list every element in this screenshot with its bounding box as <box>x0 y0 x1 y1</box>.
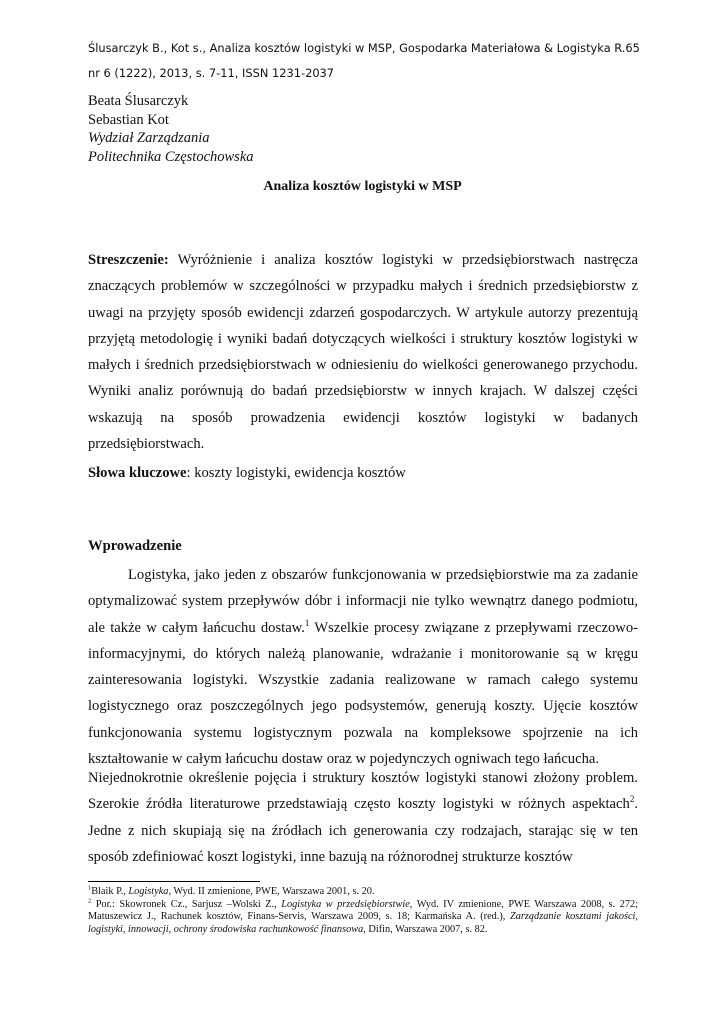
abstract-label: Streszczenie: <box>88 252 169 268</box>
footnote-ref: 2 <box>629 794 635 805</box>
abstract-text: Wyróżnienie i analiza kosztów logistyki w przedsiębiorstwach nastręcza znaczących problemów w szczególności w przypadku małych i średnich przedsiębiorstw z uwagi na przyjęty sposób ewidencji zdarzeń gospodarczych. W artykule autorzy prezentują przyjętą metodologię i wyniki badań dotyczących wielkości i struktury kosztów logistyki w małych i średnich przedsiębiorstwach w odniesieniu do wielkości generowanego przychodu. Wyniki analiz porównują do badań przedsiębiorstw w innych krajach. W dalszej części wskazują na sposób prowadzenia ewidencji kosztów logistyki w badanych przedsiębiorstwach. <box>88 252 638 453</box>
keywords-label: Słowa kluczowe <box>88 465 187 481</box>
footnote-mark: 1 <box>88 884 92 892</box>
footnote-2 <box>88 899 638 937</box>
author-name: Sebastian Kot <box>88 111 169 128</box>
footnote-text: Por.: Skowronek Cz., Sarjusz –Wolski Z., <box>91 898 282 910</box>
keywords-text: : koszty logistyki, ewidencja kosztów <box>186 465 406 481</box>
paper-title: Analiza kosztów logistyki w MSP <box>263 179 462 194</box>
footnote-mark: 2 <box>88 897 92 905</box>
footnote-italic: Logistyka w przedsiębiorstwie <box>281 898 410 910</box>
paragraph-text: Wszelkie procesy związane z przepływami rzeczowo-informacyjnymi, do których należą planowanie, wdrażanie i monitorowanie są w kręgu zainteresowania logistyki. Wszystkie zadania realizowane w ramach całego systemu logistycznego oraz poszczególnych jego podsystemów, generują koszty. Ujęcie kosztów funkcjonowania systemu logistycznym pozwala na kompleksowe spojrzenie na ich kształtowanie w całym łańcuchu dostaw oraz w pojedynczych ogniwach tego łańcucha. <box>88 619 638 768</box>
paragraph-text: . Jedne z nich skupiają się na źródłach ich generowania czy rodzajach, starając się w ten sposób zdefiniować koszt logistyki, inne bazują na różnorodnej strukturze kosztów <box>88 796 638 865</box>
footnote-ref: 1 <box>304 617 310 628</box>
footnote-text: , Difin, Warszawa 2007, s. 82. <box>363 923 488 935</box>
paragraph-text: Niejednokrotnie określenie pojęcia i struktury kosztów logistyki stanowi złożony problem. Szerokie źródła literaturowe przedstawiają często koszty logistyki w różnych aspektach <box>88 770 638 813</box>
intro-paragraph-2 <box>88 765 638 870</box>
author-block <box>88 92 254 166</box>
citation-header: Ślusarczyk B., Kot s., Analiza kosztów logistyki w MSP, Gospodarka Materiałowa & Logistyka R.65 nr 6 (1222), 2013, s. 7-11, ISSN 1231-2037 <box>88 41 640 80</box>
footnote-text: , Wyd. II zmienione, PWE, Warszawa 2001, s. 20. <box>168 886 375 897</box>
footnote-1 <box>88 886 638 899</box>
abstract-paragraph <box>88 247 638 457</box>
footnote-text: Blaik P., <box>91 886 129 897</box>
author-name: Beata Ślusarczyk <box>88 93 189 109</box>
keywords-line <box>88 465 406 482</box>
footnote-italic: Zarządzanie kosztami jakości, logistyki, innowacji, ochrony środowiska rachunkowość finansowa <box>88 911 638 935</box>
faculty-name: Wydział Zarządzania <box>88 130 210 146</box>
footnotes <box>88 886 638 936</box>
footnote-divider <box>88 881 260 882</box>
paragraph-text: Logistyka, jako jeden z obszarów funkcjonowania w przedsiębiorstwie ma za zadanie optymalizować system przepływów dóbr i informacji nie tylko wewnątrz danego podmiotu, ale także w całym łańcuchu dostaw. <box>88 567 638 636</box>
section-heading: Wprowadzenie <box>88 538 182 554</box>
intro-paragraph-1 <box>88 562 638 772</box>
university-name: Politechnika Częstochowska <box>88 148 254 165</box>
footnote-italic: Logistyka <box>128 886 169 897</box>
footnote-text: , Wyd. IV zmienione, PWE Warszawa 2008, s. 272; Matuszewicz J., Rachunek kosztów, Finans-Servis, Warszawa 2009, s. 18; Karmańska A. (red.), <box>88 898 638 923</box>
